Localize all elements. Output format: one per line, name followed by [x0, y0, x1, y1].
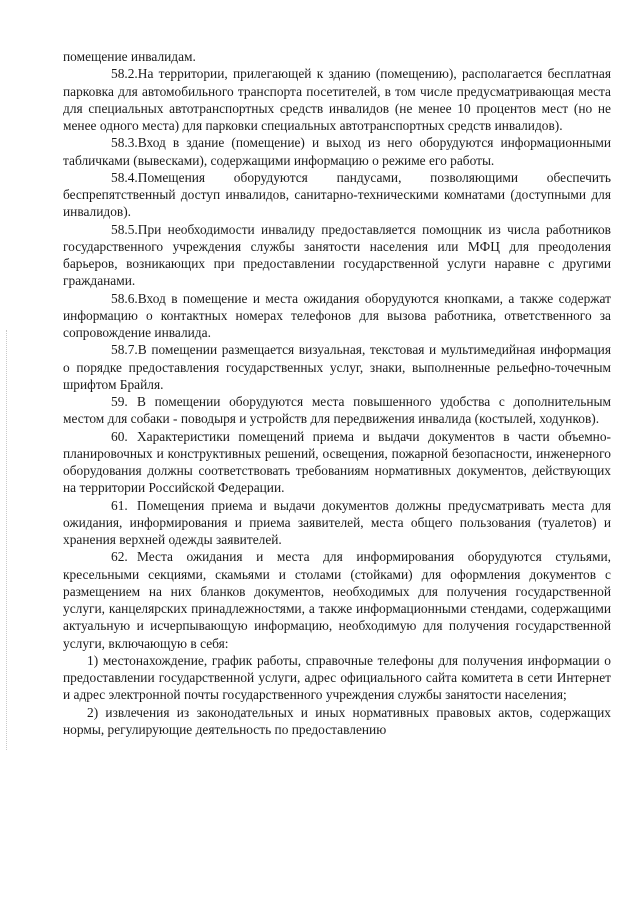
- list-item-text: 1) местонахождение, график работы, справочные телефоны для получения информации о предоставлении государственной услуги, адрес официального сайта комитета в сети Интернет и адрес электронной почты государственного учреждения службы занятости населения;: [63, 652, 611, 703]
- paragraph-number: 58.3.: [111, 135, 138, 151]
- paragraph-58-2: [63, 65, 611, 134]
- paragraph-text: На территории, прилегающей к зданию (помещению), располагается бесплатная парковка для автомобильного транспорта посетителей, в том числе предусматривающая места для специальных автотранспортных средств инвалидов (не менее 10 процентов мест (но не менее одного места) для парковки специальных автотранспортных средств инвалидов).: [63, 66, 611, 133]
- paragraph-61: [63, 497, 611, 549]
- paragraph-text: Вход в здание (помещение) и выход из него оборудуются информационными табличками (вывесками), содержащими информацию о режиме его работы.: [63, 135, 611, 168]
- paragraph-number: 58.4.: [111, 169, 138, 185]
- list-item-2: [63, 704, 611, 739]
- paragraph-text: Характеристики помещений приема и выдачи документов в части объемно-планировочных и конструктивных решений, освещения, пожарной безопасности, инженерного оборудования должны соответствовать требованиям нормативных документов, действующих на территории Российской Федерации.: [63, 428, 611, 496]
- paragraph-text: Помещения приема и выдачи документов должны предусматривать места для ожидания, информирования и приема заявителей, места общего пользования (туалетов) и хранения верхней одежды заявителей.: [63, 497, 611, 547]
- document-page: [63, 48, 611, 738]
- paragraph-number: 62.: [111, 549, 128, 565]
- list-item-text: 2) извлечения из законодательных и иных нормативных правовых актов, содержащих нормы, регулирующие деятельность по предоставлению: [63, 704, 611, 737]
- paragraph-number: 58.6.: [111, 290, 138, 306]
- paragraph-text: В помещении оборудуются места повышенного удобства с дополнительным местом для собаки - поводыря и устройств для передвижения инвалида (костылей, ходунков).: [63, 394, 611, 427]
- paragraph-number: 59.: [111, 394, 128, 409]
- paragraph-number: 58.7.: [111, 342, 138, 358]
- paragraph-text: Помещения оборудуются пандусами, позволяющими обеспечить беспрепятственный доступ инвалидов, санитарно-техническими комнатами (доступными для инвалидов).: [63, 169, 611, 220]
- paragraph-text: При необходимости инвалиду предоставляется помощник из числа работников государственного учреждения службы занятости населения или МФЦ для преодоления барьеров, возникающих при предоставлении государственной услуги наравне с другими гражданами.: [63, 221, 611, 289]
- paragraph-58-4: [63, 169, 611, 221]
- margin-scan-marks: [6, 330, 13, 750]
- paragraph-58-7: [63, 341, 611, 393]
- paragraph-59: [63, 393, 611, 428]
- paragraph-number: 58.2.: [111, 66, 138, 82]
- paragraph-text: В помещении размещается визуальная, текстовая и мультимедийная информация о порядке предоставления государственных услуг, знаки, выполненные рельефно-точечным шрифтом Брайля.: [63, 342, 611, 392]
- paragraph-58-3: [63, 134, 611, 169]
- paragraph-number: 58.5.: [111, 221, 138, 237]
- paragraph-62: [63, 548, 611, 652]
- paragraph-text: Места ожидания и места для информирования оборудуются стульями, кресельными секциями, скамьями и столами (стойками) для оформления документов с размещением на них бланков документов, необходимых для получения государственной услуги, канцелярских принадлежностями, а также информационными стендами, содержащими актуальную и исчерпывающую информацию, необходимую для получения государственной услуги, включающую в себя:: [63, 549, 611, 651]
- paragraph-60: [63, 428, 611, 497]
- paragraph-text: помещение инвалидам.: [63, 49, 196, 64]
- paragraph-number: 60.: [111, 428, 128, 444]
- paragraph-58-6: [63, 290, 611, 342]
- paragraph-58-5: [63, 221, 611, 290]
- paragraph-text: Вход в помещение и места ожидания оборудуются кнопками, а также содержат информацию о контактных номерах телефонов для вызова работника, ответственного за сопровождение инвалида.: [63, 290, 611, 340]
- paragraph-continuation: [63, 48, 611, 65]
- list-item-1: [63, 652, 611, 704]
- paragraph-number: 61.: [111, 497, 128, 513]
